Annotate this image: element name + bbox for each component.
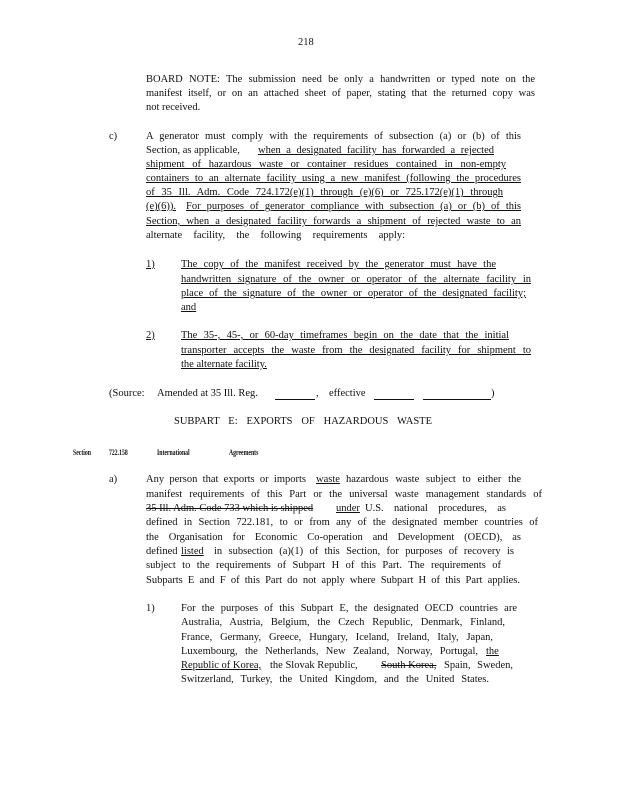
section-title-1: International — [157, 448, 190, 457]
subsection-c-line-2b: when a designated facility has forwarded a rejected — [258, 145, 494, 156]
subsection-a-line-6c: in subsection (a)(1) of this Section, for purposes of recovery is — [214, 546, 514, 557]
subsection-a-line-1a: Any person that exports or imports — [146, 474, 306, 485]
subsection-a-line-2: manifest requirements of this Part or the universal waste management standards of — [146, 489, 542, 500]
subsection-c-2-line-1: The 35-, 45-, or 60-day timeframes begin on the date that the initial — [181, 330, 509, 341]
subsection-a-label: a) — [109, 474, 118, 485]
subsection-a-line-1c: hazardous waste subject to either the — [346, 474, 521, 485]
subsection-a-1-line-4-the: the — [486, 646, 499, 657]
source-amended: Amended at 35 Ill. Reg. — [157, 388, 258, 399]
source-open: (Source: — [109, 388, 145, 399]
subsection-c-line-6b: For purposes of generator compliance with subsection (a) or (b) of this — [186, 201, 521, 212]
subsection-a-line-7: subject to the requirements of Subpart H of this Part. The requirements of — [146, 560, 501, 571]
subsection-a-line-3b: under — [336, 503, 360, 514]
section-number: 722.158 — [109, 448, 128, 457]
subsection-a-line-1b: waste — [316, 474, 340, 485]
subsection-c-line-6a: (e)(6)). — [146, 201, 177, 212]
subsection-c-1-line-1: The copy of the manifest received by the generator must have the — [181, 259, 496, 270]
board-note-line-1: BOARD NOTE: The submission need be only a handwritten or typed note on the — [146, 74, 535, 85]
subpart-heading: SUBPART E: EXPORTS OF HAZARDOUS WASTE — [174, 416, 432, 427]
subsection-a-1-label: 1) — [146, 603, 155, 614]
subsection-c-line-4: containers to an alternate facility using a new manifest (following the procedures — [146, 173, 521, 184]
subsection-a-1-line-6: Switzerland, Turkey, the United Kingdom, and the United States. — [181, 674, 489, 685]
subsection-a-line-6b: listed — [181, 546, 204, 557]
subsection-a-1-line-4: Luxembourg, the Netherlands, New Zealand, Norway, Portugal, — [181, 646, 478, 657]
subsection-c-1-label: 1) — [146, 259, 155, 270]
subsection-c-2-line-3: the alternate facility. — [181, 359, 267, 370]
subsection-a-line-8: Subparts E and F of this Part do not apply where Subpart H of this Part applies. — [146, 575, 520, 586]
source-date-blank-2 — [423, 389, 491, 400]
source-effective: effective — [329, 388, 366, 399]
source-date-blank-1 — [374, 389, 414, 400]
subsection-c-line-7: Section, when a designated facility forwards a shipment of rejected waste to an — [146, 216, 521, 227]
subsection-c-line-3: shipment of hazardous waste or container residues contained in non-empty — [146, 159, 506, 170]
subsection-a-line-6a: defined — [146, 546, 178, 557]
subsection-a-line-4: defined in Section 722.181, to or from any of the designated member countries of — [146, 517, 538, 528]
subsection-a-1-line-5b: the Slovak Republic, — [270, 660, 358, 671]
subsection-c-line-1: A generator must comply with the requirements of subsection (a) or (b) of this — [146, 131, 521, 142]
subsection-c-1-line-3: place of the signature of the owner or operator of the designated facility; — [181, 288, 526, 299]
subsection-c-line-2a: Section, as applicable, — [146, 145, 240, 156]
subsection-a-line-3a: 35 Ill. Adm. Code 733 which is shipped — [146, 503, 314, 514]
board-note-line-2: manifest itself, or on an attached sheet of paper, stating that the returned copy was — [146, 88, 535, 99]
subsection-c-2-label: 2) — [146, 330, 155, 341]
subsection-a-1-line-5d: Spain, Sweden, — [444, 660, 513, 671]
subsection-a-line-5: the Organisation for Economic Co-operation and Development (OECD), as — [146, 532, 521, 543]
subsection-c-2-line-2: transporter accepts the waste from the designated facility for shipment to — [181, 345, 531, 356]
source-register-blank — [275, 389, 315, 400]
subsection-a-1-line-1: For the purposes of this Subpart E, the designated OECD countries are — [181, 603, 517, 614]
subsection-a-1-line-3: France, Germany, Greece, Hungary, Iceland, Ireland, Italy, Japan, — [181, 632, 493, 643]
page-number: 218 — [298, 37, 314, 48]
subsection-c-line-5: of 35 Ill. Adm. Code 724.172(e)(1) through (e)(6) or 725.172(e)(1) through — [146, 187, 503, 198]
subsection-a-1-line-5a: Republic of Korea, — [181, 660, 262, 671]
subsection-a-line-3c: U.S. national procedures, as — [365, 503, 506, 514]
subsection-c-1-line-4: and — [181, 302, 197, 313]
subsection-c-1-line-2: handwritten signature of the owner or operator of the alternate facility in — [181, 274, 531, 285]
subsection-c-line-8: alternate facility, the following requirements apply: — [146, 230, 405, 241]
source-close: ) — [491, 388, 495, 399]
source-comma: , — [316, 388, 319, 399]
section-label: Section — [73, 448, 91, 457]
subsection-c-label: c) — [109, 131, 118, 142]
board-note-line-3: not received. — [146, 102, 201, 113]
subsection-a-1-line-5c: South Korea, — [381, 660, 437, 671]
section-title-2: Agreements — [229, 448, 259, 457]
subsection-a-1-line-2: Australia, Austria, Belgium, the Czech Republic, Denmark, Finland, — [181, 617, 505, 628]
